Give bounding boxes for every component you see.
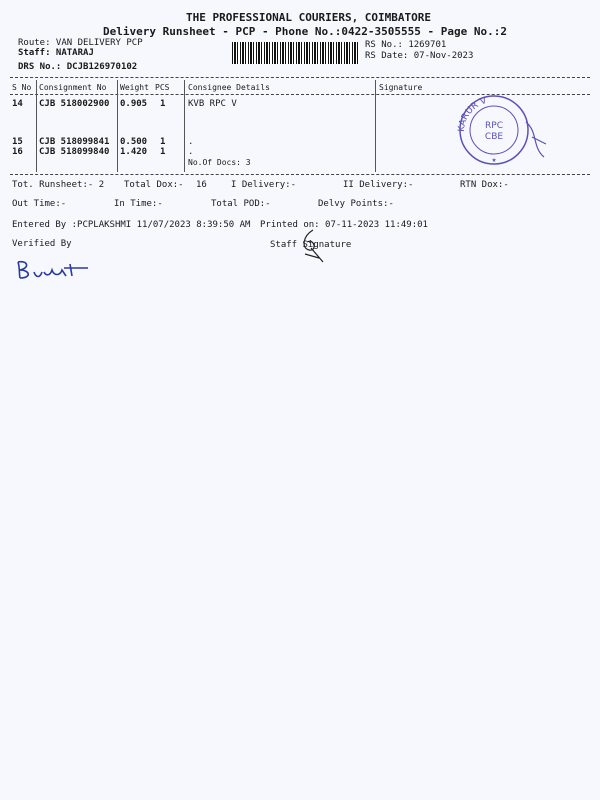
col-weight: Weight (120, 83, 149, 92)
row-weight: 0.500 (120, 137, 148, 147)
total-dox-value: 16 (196, 180, 207, 190)
stamp-ring-text: KARUR V (456, 96, 489, 133)
row-consignment: CJB 518002900 (39, 99, 110, 109)
tot-runsheet: Tot. Runsheet:- 2 (12, 180, 105, 190)
rs-date: RS Date: 07-Nov-2023 (365, 51, 474, 61)
column-separator (36, 80, 37, 172)
row-consignee: KVB RPC V (188, 99, 237, 109)
staff-signature-scribble (293, 228, 333, 264)
row-sno: 14 (12, 99, 23, 109)
company-title: THE PROFESSIONAL COURIERS, COIMBATORE (186, 11, 432, 24)
barcode (232, 42, 360, 64)
row-sno: 15 (12, 137, 23, 147)
ii-delivery: II Delivery:- (343, 180, 414, 190)
verified-by: Verified By (12, 239, 72, 249)
column-separator (375, 80, 376, 172)
stamp-center-line2: CBE (484, 132, 504, 142)
drs-number: DRS No.: DCJB126970102 (18, 62, 138, 72)
col-signature: Signature (379, 83, 423, 92)
rs-number: RS No.: 1269701 (365, 40, 447, 50)
row-weight: 0.905 (120, 99, 148, 109)
row-consignee: . (188, 137, 194, 147)
route-text: Route: VAN DELIVERY PCP (18, 38, 143, 48)
row-weight: 1.420 (120, 147, 148, 157)
staff-signature-label: Staff Signature (270, 240, 352, 250)
row-pcs: 1 (160, 137, 166, 147)
out-time: Out Time:- (12, 199, 67, 209)
divider (10, 77, 590, 78)
column-separator (117, 80, 118, 172)
column-separator (184, 80, 185, 172)
row-consignment: CJB 518099841 (39, 137, 110, 147)
divider (10, 174, 590, 175)
row-pcs: 1 (160, 147, 166, 157)
staff-text: Staff: NATARAJ (18, 48, 94, 58)
col-consignee: Consignee Details (188, 83, 270, 92)
verified-signature (14, 258, 94, 282)
total-pod: Total POD:- (211, 199, 271, 209)
i-delivery: I Delivery:- (231, 180, 297, 190)
stamp-center-line1: RPC (485, 121, 503, 131)
row-sno: 16 (12, 147, 23, 157)
col-sno: S No (12, 83, 32, 92)
in-time: In Time:- (114, 199, 163, 209)
row-consignee: . (188, 147, 194, 157)
stamp-scribble (526, 122, 546, 157)
printed-on: Printed on: 07-11-2023 11:49:01 (260, 220, 428, 230)
total-dox-label: Total Dox:- (124, 180, 184, 190)
rpc-stamp (452, 92, 552, 172)
row-pcs: 1 (160, 99, 166, 109)
runsheet-subtitle: Delivery Runsheet - PCP - Phone No.:0422-3505555 - Page No.:2 (103, 25, 507, 38)
docs-count: No.Of Docs: 3 (188, 158, 251, 167)
rtn-dox: RTN Dox:- (460, 180, 509, 190)
delvy-points: Delvy Points:- (318, 199, 394, 209)
col-consignment: Consignment No (39, 83, 107, 92)
row-consignment: CJB 518099840 (39, 147, 110, 157)
col-pcs: PCS (155, 83, 170, 92)
stamp-star-icon: ★ (491, 155, 497, 164)
entered-by: Entered By :PCPLAKSHMI 11/07/2023 8:39:50 AM (12, 220, 251, 230)
